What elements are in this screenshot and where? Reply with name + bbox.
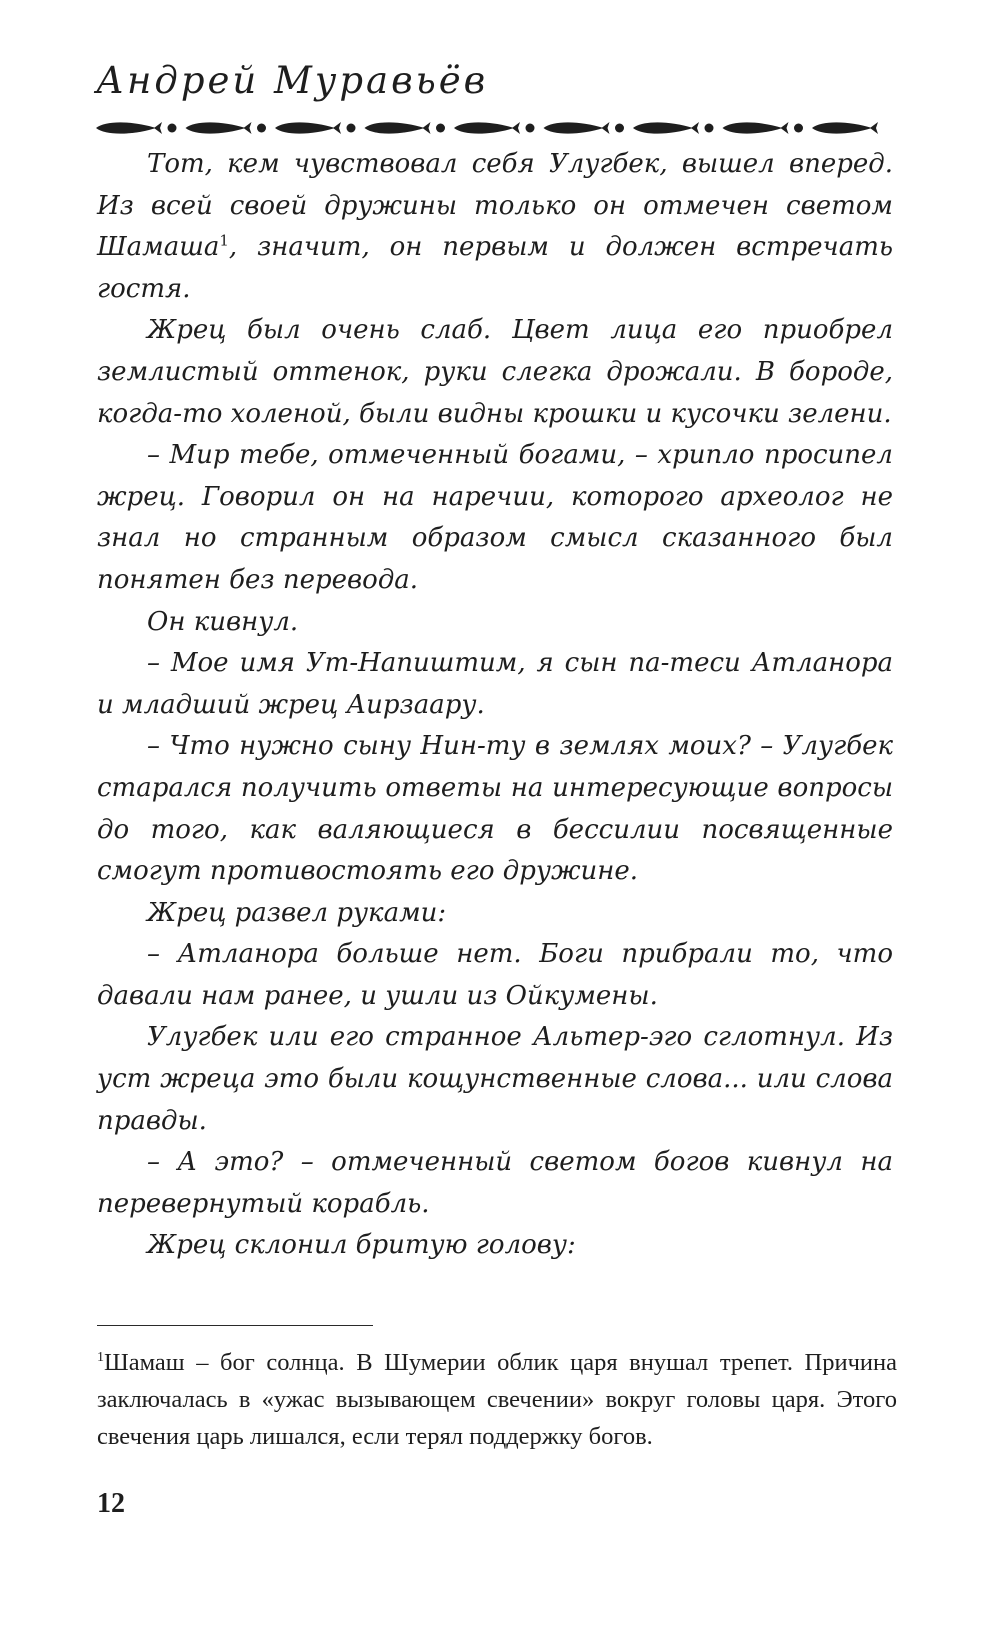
ornament-tail xyxy=(423,122,431,134)
paragraph: – Мое имя Ут-Напиштим, я сын па-теси Атланора и младший жрец Аирзаару. xyxy=(97,648,893,720)
ornament-leaf xyxy=(96,122,156,133)
ornament-tail xyxy=(333,122,341,134)
ornament-tail xyxy=(244,122,252,134)
ornament-leaf xyxy=(365,122,425,133)
footnote-reference: 1 xyxy=(219,231,229,250)
ornament-tail xyxy=(870,122,878,134)
ornament-tail xyxy=(602,122,610,134)
paragraph: – Мир тебе, отмеченный богами, – хрипло просипел жрец. Говорил он на наречии, которого археолог не знал но странным образом смысл сказанного был понятен без перевода. xyxy=(97,440,893,595)
ornament-leaf xyxy=(812,122,872,133)
footnote xyxy=(97,1344,897,1455)
ornament-dot xyxy=(794,124,803,133)
ornament-dot xyxy=(168,124,177,133)
paragraph: Он кивнул. xyxy=(147,606,299,637)
paragraph: Улугбек или его странное Альтер-эго сглотнул. Из уст жреца это были кощунственные слова... или слова правды. xyxy=(97,1022,893,1136)
ornament-leaf xyxy=(186,122,246,133)
footnote-text: Шамаш – бог солнца. В Шумерии облик царя внушал трепет. Причина заключалась в «ужас вызывающем свечении» вокруг головы царя. Этого свечения царь лишался, если терял поддержку богов. xyxy=(97,1349,897,1450)
ornament-tail xyxy=(512,122,520,134)
paragraph: – А это? – отмеченный светом богов кивнул на перевернутый корабль. xyxy=(97,1147,893,1219)
ornament-dot xyxy=(526,124,535,133)
ornament-leaf xyxy=(454,122,514,133)
ornament-dot xyxy=(615,124,624,133)
paragraph: Жрец развел руками: xyxy=(147,897,447,928)
ornament-tail xyxy=(154,122,162,134)
ornament-dot xyxy=(347,124,356,133)
ornament-dot xyxy=(257,124,266,133)
paragraph: – Что нужно сыну Нин-ту в землях моих? – Улугбек старался получить ответы на интересующие вопросы до того, как валяющиеся в бессилии посвященные смогут противостоять его дружине. xyxy=(97,731,893,887)
footnote-number: 1 xyxy=(97,1349,104,1365)
body-text xyxy=(97,144,893,1267)
ornament-leaf xyxy=(275,122,335,133)
paragraph: Жрец склонил бритую голову: xyxy=(147,1230,576,1261)
ornament-leaf xyxy=(544,122,604,133)
paragraph: Жрец был очень слаб. Цвет лица его приобрел землистый оттенок, руки слегка дрожали. В бороде, когда-то холеной, были видны крошки и кусочки зелени. xyxy=(97,315,893,429)
paragraph: Тот, кем чувствовал себя Улугбек, вышел вперед. Из всей своей дружины только он отмечен светом Шамаша$^1$, значит, он первым и должен встречать гостя. xyxy=(97,149,893,304)
ornament-dot xyxy=(705,124,714,133)
ornament-tail xyxy=(691,122,699,134)
ornament-dot xyxy=(436,124,445,133)
footnote-separator xyxy=(97,1325,373,1326)
running-header-author: Андрей Муравьёв xyxy=(96,59,489,102)
ornament-leaf xyxy=(723,122,783,133)
page-number: 12 xyxy=(97,1488,125,1519)
ornament-tail xyxy=(781,122,789,134)
ornament-leaf xyxy=(633,122,693,133)
ornament-divider xyxy=(94,118,900,138)
paragraph: – Атланора больше нет. Боги прибрали то, что давали нам ранее, и ушли из Ойкумены. xyxy=(97,939,893,1011)
